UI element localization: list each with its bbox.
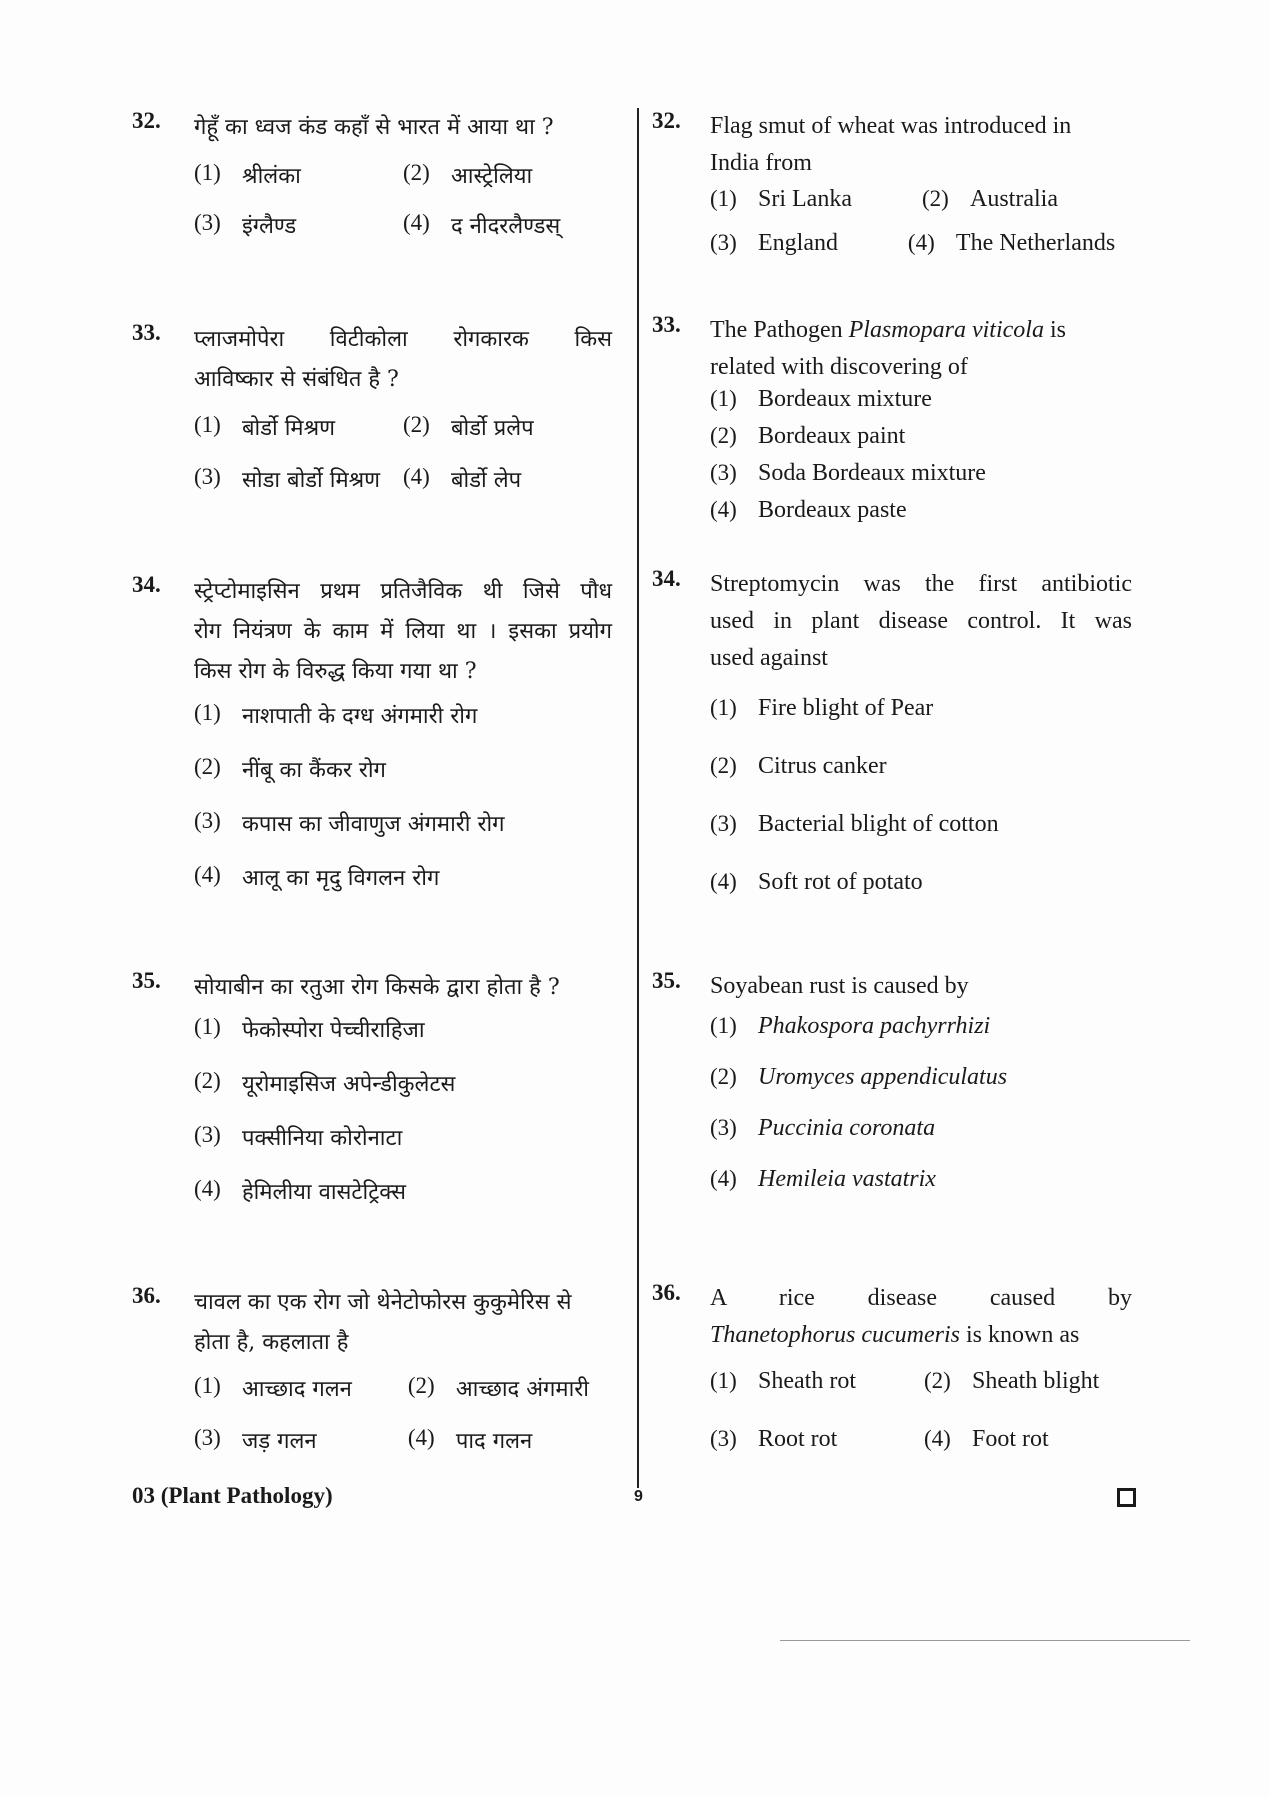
option-2: (2) आच्छाद अंगमारी	[407, 1373, 589, 1402]
option-1: (1) Bordeaux mixture	[710, 386, 932, 412]
options	[194, 700, 612, 916]
options	[710, 186, 1132, 274]
option-1: (1) Sri Lanka	[710, 186, 852, 212]
column-divider	[637, 108, 639, 1488]
option-4: (4) Soft rot of potato	[710, 869, 923, 895]
option-4: (4) हेमिलीया वासटेट्रिक्स	[194, 1176, 407, 1205]
question-text	[194, 320, 612, 400]
question-line: रोग नियंत्रण के काम में लिया था । इसका प्रयोग	[194, 619, 612, 644]
option-1: (1) आच्छाद गलन	[194, 1373, 352, 1402]
question-line: Thanetophorus cucumeris is known as	[710, 1322, 1080, 1348]
option-3: (3) कपास का जीवाणुज अंगमारी रोग	[194, 808, 505, 837]
option-2: (2) Australia	[922, 186, 1058, 212]
option-4: (4) पाद गलन	[407, 1425, 533, 1454]
question-text	[710, 1280, 1132, 1354]
question-36-english	[652, 1280, 1132, 1484]
question-number: 36.	[652, 1280, 681, 1305]
question-text	[194, 968, 612, 1008]
question-line: A rice disease caused by	[710, 1285, 1132, 1311]
option-4: (4) द नीदरलैण्डस्	[403, 210, 561, 239]
question-35-english	[652, 968, 1132, 1217]
option-3: (3) इंग्लैण्ड	[194, 210, 297, 239]
option-2: (2) Sheath blight	[924, 1368, 1100, 1394]
question-line: स्ट्रेप्टोमाइसिन प्रथम प्रतिजैविक थी जिसे पौध	[194, 579, 612, 604]
option-3: (3) जड़ गलन	[194, 1425, 317, 1454]
option-4: (4) Hemileia vastatrix	[710, 1166, 936, 1192]
question-text	[710, 968, 1132, 1005]
question-line: प्लाजमोपेरा विटीकोला रोगकारक किस	[194, 327, 612, 352]
question-33-english	[652, 312, 1132, 534]
option-3: (3) Bacterial blight of cotton	[710, 811, 999, 837]
option-4: (4) The Netherlands	[907, 230, 1116, 256]
scientific-name: Plasmopara viticola	[848, 317, 1044, 343]
options	[194, 160, 612, 260]
option-2: (2) Uromyces appendiculatus	[710, 1064, 1008, 1090]
question-number: 36.	[132, 1283, 161, 1308]
question-line: चावल का एक रोग जो थेनेटोफोरस कुकुमेरिस से	[194, 1290, 572, 1315]
scientific-name: Thanetophorus cucumeris	[710, 1322, 960, 1348]
question-text	[710, 108, 1132, 182]
option-1: (1) फेकोस्पोरा पेच्चीराहिजा	[194, 1014, 425, 1043]
option-4: (4) आलू का मृदु विगलन रोग	[194, 862, 440, 891]
option-4: (4) बोर्डो लेप	[403, 464, 522, 493]
square-mark-icon	[1117, 1488, 1136, 1507]
option-2: (2) नींबू का कैंकर रोग	[194, 754, 386, 783]
question-text	[194, 1283, 612, 1363]
option-2: (2) Citrus canker	[710, 753, 887, 779]
question-line: Soyabean rust is caused by	[710, 973, 969, 999]
question-line: used in plant disease control. It was	[710, 608, 1132, 634]
option-3: (3) Soda Bordeaux mixture	[710, 460, 986, 486]
question-line: used against	[710, 645, 828, 671]
question-line: आविष्कार से संबंधित है ?	[194, 367, 399, 392]
question-number: 35.	[132, 968, 161, 993]
options	[194, 412, 612, 516]
question-32-hindi	[132, 108, 612, 260]
option-2: (2) यूरोमाइसिज अपेन्डीकुलेटस	[194, 1068, 456, 1097]
question-text	[710, 566, 1132, 677]
question-line: The Pathogen Plasmopara viticola is	[710, 317, 1066, 343]
option-1: (1) Fire blight of Pear	[710, 695, 934, 721]
options	[710, 695, 1132, 927]
question-number: 34.	[652, 566, 681, 591]
option-1: (1) Phakospora pachyrrhizi	[710, 1013, 991, 1039]
option-1: (1) नाशपाती के दग्ध अंगमारी रोग	[194, 700, 478, 729]
option-3: (3) पक्सीनिया कोरोनाटा	[194, 1122, 403, 1151]
question-number: 34.	[132, 572, 161, 597]
bottom-rule	[780, 1640, 1190, 1641]
option-2: (2) बोर्डो प्रलेप	[403, 412, 534, 441]
option-2: (2) आस्ट्रेलिया	[403, 160, 533, 189]
question-number: 32.	[652, 108, 681, 133]
question-36-hindi	[132, 1283, 612, 1477]
option-1: (1) बोर्डो मिश्रण	[194, 412, 336, 441]
question-line: related with discovering of	[710, 354, 968, 380]
option-1: (1) Sheath rot	[710, 1368, 856, 1394]
options	[710, 386, 1132, 534]
question-line: Flag smut of wheat was introduced in	[710, 113, 1072, 139]
question-text	[194, 108, 612, 148]
option-4: (4) Foot rot	[924, 1426, 1049, 1452]
question-number: 35.	[652, 968, 681, 993]
question-line: गेहूँ का ध्वज कंड कहाँ से भारत में आया था ?	[194, 115, 554, 140]
option-3: (3) Root rot	[710, 1426, 838, 1452]
question-text	[710, 312, 1132, 386]
question-line: किस रोग के विरुद्ध किया गया था ?	[194, 659, 477, 684]
question-text	[194, 572, 612, 692]
question-line: Streptomycin was the first antibiotic	[710, 571, 1132, 597]
subject-footer: 03 (Plant Pathology)	[132, 1483, 333, 1508]
option-3: (3) Puccinia coronata	[710, 1115, 936, 1141]
option-3: (3) England	[710, 230, 838, 256]
option-3: (3) सोडा बोर्डो मिश्रण	[194, 464, 381, 493]
question-34-english	[652, 566, 1132, 927]
question-32-english	[652, 108, 1132, 274]
page-number: 9	[634, 1488, 643, 1505]
option-2: (2) Bordeaux paint	[710, 423, 906, 449]
option-4: (4) Bordeaux paste	[710, 497, 907, 523]
question-34-hindi	[132, 572, 612, 916]
question-line: होता है, कहलाता है	[194, 1330, 349, 1355]
question-number: 33.	[132, 320, 161, 345]
question-33-hindi	[132, 320, 612, 516]
question-number: 33.	[652, 312, 681, 337]
options	[710, 1013, 1132, 1217]
question-line: सोयाबीन का रतुआ रोग किसके द्वारा होता है ?	[194, 975, 560, 1000]
options	[194, 1014, 612, 1230]
question-line: India from	[710, 150, 812, 176]
option-1: (1) श्रीलंका	[194, 160, 301, 189]
question-35-hindi	[132, 968, 612, 1230]
options	[194, 1373, 612, 1477]
question-number: 32.	[132, 108, 161, 133]
options	[710, 1368, 1132, 1484]
